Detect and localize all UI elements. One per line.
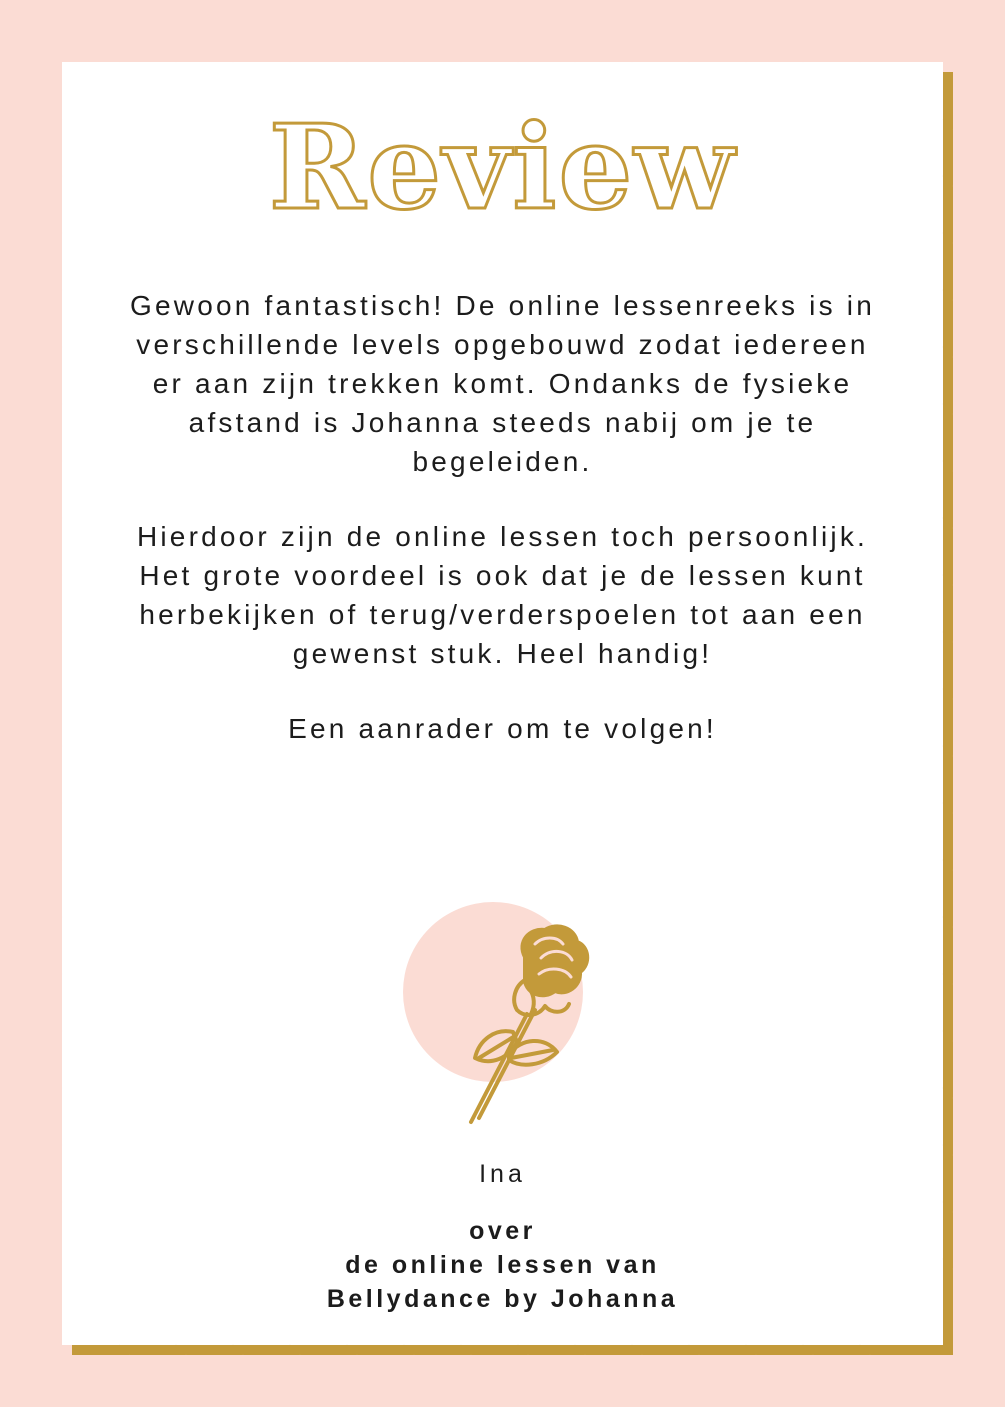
rose-emblem bbox=[62, 882, 943, 1142]
signature-name: Ina bbox=[479, 1160, 526, 1188]
review-body bbox=[120, 286, 885, 748]
review-paragraph-2: Hierdoor zijn de online lessen toch persoonlijk. Het grote voordeel is ook dat je de lessen kunt herbekijken of terug/verderspoelen tot aan een gewenst stuk. Heel handig! bbox=[136, 521, 869, 669]
signature-subject-line-2: Bellydance by Johanna bbox=[326, 1285, 679, 1313]
scalloped-card bbox=[62, 62, 943, 1345]
signature-block bbox=[62, 1214, 943, 1316]
signature-preposition: over bbox=[469, 1217, 536, 1245]
page-title: Review bbox=[268, 100, 737, 236]
signature-subject-line-1: de online lessen van bbox=[345, 1251, 660, 1279]
review-paragraph-1: Gewoon fantastisch! De online lessenreeks is in verschillende levels opgebouwd zodat iedereen er aan zijn trekken komt. Ondanks de fysieke afstand is Johanna steeds nabij om je te begeleiden. bbox=[130, 290, 875, 477]
card-content bbox=[62, 62, 943, 1345]
rose-icon bbox=[417, 882, 617, 1132]
review-paragraph-3: Een aanrader om te volgen! bbox=[288, 713, 717, 744]
